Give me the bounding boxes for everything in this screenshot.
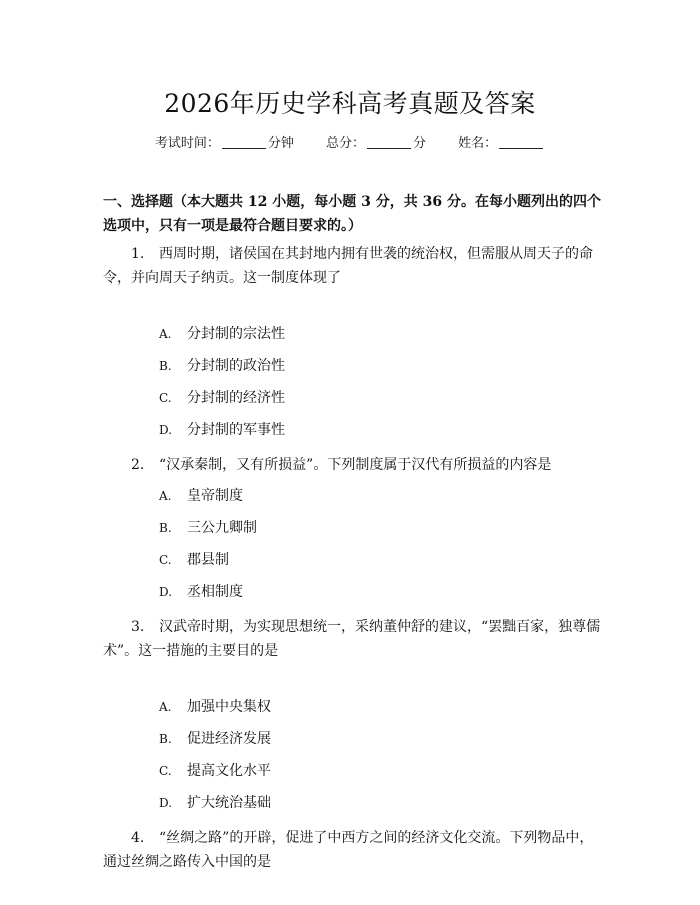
question-text: 西周时期，诸侯国在其封地内拥有世袭的统治权，但需服从周天子的命令，并向周天子纳贡。这一制度体现了: [103, 246, 593, 286]
question-1: [103, 242, 603, 290]
option-letter: B.: [159, 732, 172, 746]
option-letter: B.: [159, 521, 172, 535]
score-unit: 分: [413, 136, 427, 151]
option-letter: C.: [159, 391, 172, 405]
time-field: [155, 132, 294, 151]
option-text: 分封制的军事性: [187, 422, 285, 438]
name-blank: [499, 147, 543, 149]
option-text: 三公九卿制: [187, 520, 257, 536]
option-3c: [159, 761, 271, 781]
section-heading: 一、选择题（本大题共 12 小题，每小题 3 分，共 36 分。在每小题列出的四个选项中，只有一项是最符合题目要求的。）: [103, 194, 601, 234]
option-1b: [159, 356, 285, 376]
option-text: 提高文化水平: [187, 763, 271, 779]
option-1c: [159, 388, 285, 408]
question-number: 1.: [131, 246, 145, 262]
question-4: [103, 826, 603, 874]
option-2c: [159, 550, 229, 570]
option-letter: D.: [159, 423, 173, 437]
question-number: 4.: [131, 830, 145, 846]
option-text: 分封制的政治性: [187, 358, 285, 374]
question-text: “丝绸之路”的开辟，促进了中西方之间的经济文化交流。下列物品中，通过丝绸之路传入中国的是: [103, 830, 594, 870]
option-letter: D.: [159, 585, 173, 599]
question-number: 2.: [131, 457, 145, 473]
question-number: 3.: [131, 619, 145, 635]
option-2a: [159, 486, 243, 506]
score-field: [326, 132, 426, 151]
option-text: 郡县制: [187, 552, 229, 568]
option-letter: A.: [159, 327, 172, 341]
name-label: 姓名：: [458, 136, 498, 151]
option-3b: [159, 729, 271, 749]
time-label: 考试时间：: [154, 136, 220, 151]
question-3: [103, 615, 603, 663]
option-text: 加强中央集权: [187, 699, 271, 715]
option-text: 扩大统治基础: [187, 795, 271, 811]
option-text: 分封制的经济性: [187, 390, 285, 406]
time-unit: 分钟: [267, 136, 294, 151]
time-blank: [222, 147, 266, 149]
option-2b: [159, 518, 257, 538]
option-letter: A.: [159, 700, 172, 714]
option-1a: [159, 324, 285, 344]
option-1d: [159, 420, 285, 440]
option-letter: C.: [159, 764, 172, 778]
option-3a: [159, 697, 271, 717]
option-letter: A.: [159, 489, 172, 503]
option-2d: [159, 582, 243, 602]
question-2: [103, 453, 603, 477]
name-field: [458, 132, 545, 151]
option-text: 促进经济发展: [187, 731, 271, 747]
option-text: 丞相制度: [187, 584, 243, 600]
question-text: “汉承秦制，又有所损益”。下列制度属于汉代有所损益的内容是: [159, 457, 552, 473]
option-letter: D.: [159, 796, 173, 810]
option-text: 分封制的宗法性: [187, 326, 285, 342]
option-text: 皇帝制度: [187, 488, 243, 504]
score-blank: [367, 147, 411, 149]
option-letter: C.: [159, 553, 172, 567]
option-3d: [159, 793, 271, 813]
option-letter: B.: [159, 359, 172, 373]
question-text: 汉武帝时期，为实现思想统一，采纳董仲舒的建议，“罢黜百家，独尊儒术”。这一措施的主要目的是: [103, 619, 601, 659]
page-title: 2026年历史学科高考真题及答案: [164, 89, 536, 118]
exam-meta: [0, 132, 700, 151]
score-label: 总分：: [325, 136, 365, 151]
